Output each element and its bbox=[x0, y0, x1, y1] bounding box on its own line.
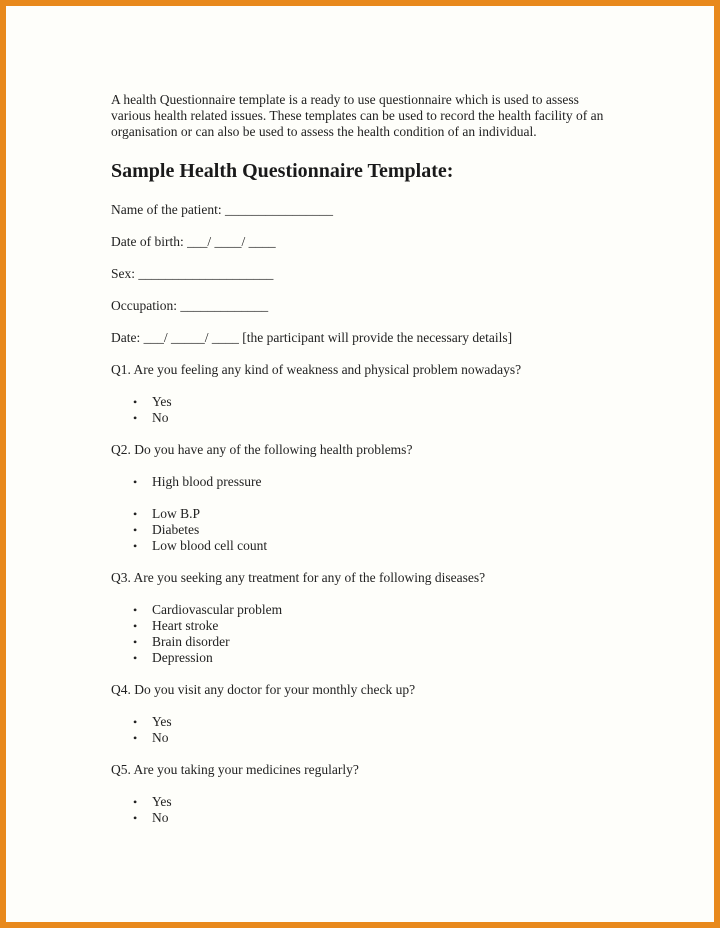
occupation-field: Occupation: _____________ bbox=[111, 298, 269, 313]
option-item bbox=[111, 618, 282, 634]
option-label: Diabetes bbox=[152, 522, 200, 537]
option-item bbox=[111, 394, 172, 410]
intro-paragraph: A health Questionnaire template is a ready to use questionnaire which is used to assess various health related issues. These templates can be used to record the health facility of an organisation or can also be used to assess the health condition of an individual. bbox=[111, 92, 604, 139]
option-label: No bbox=[152, 810, 169, 825]
bullet-icon: • bbox=[133, 795, 138, 809]
option-item bbox=[111, 538, 267, 554]
option-item bbox=[111, 794, 172, 810]
document-content bbox=[111, 92, 611, 825]
option-label: No bbox=[152, 410, 169, 425]
bullet-icon: • bbox=[133, 507, 138, 521]
option-item bbox=[111, 730, 172, 746]
bullet-icon: • bbox=[133, 635, 138, 649]
option-label: Heart stroke bbox=[152, 618, 219, 633]
question-4-options bbox=[111, 714, 172, 746]
option-item bbox=[111, 714, 172, 730]
bullet-icon: • bbox=[133, 603, 138, 617]
bullet-icon: • bbox=[133, 523, 138, 537]
bullet-icon: • bbox=[133, 731, 138, 745]
question-2: Q2. Do you have any of the following health problems? bbox=[111, 442, 413, 457]
date-of-birth-field: Date of birth: ___/ ____/ ____ bbox=[111, 234, 276, 249]
option-item bbox=[111, 522, 267, 538]
option-item bbox=[111, 410, 172, 426]
option-label: Yes bbox=[152, 714, 172, 729]
patient-name-field: Name of the patient: ________________ bbox=[111, 202, 333, 217]
bullet-icon: • bbox=[133, 651, 138, 665]
bullet-icon: • bbox=[133, 619, 138, 633]
bullet-icon: • bbox=[133, 715, 138, 729]
option-label: Brain disorder bbox=[152, 634, 230, 649]
question-3: Q3. Are you seeking any treatment for any of the following diseases? bbox=[111, 570, 486, 585]
document-title: Sample Health Questionnaire Template: bbox=[111, 160, 454, 182]
option-label: Low B.P bbox=[152, 506, 201, 521]
sex-field: Sex: ____________________ bbox=[111, 266, 274, 281]
bullet-icon: • bbox=[133, 475, 138, 489]
document-page bbox=[6, 6, 714, 922]
question-5-options bbox=[111, 794, 172, 826]
option-label: Low blood cell count bbox=[152, 538, 268, 553]
option-item bbox=[111, 634, 282, 650]
question-4: Q4. Do you visit any doctor for your monthly check up? bbox=[111, 682, 416, 697]
option-label: Cardiovascular problem bbox=[152, 602, 283, 617]
option-label: Yes bbox=[152, 394, 172, 409]
date-field: Date: ___/ _____/ ____ [the participant will provide the necessary details] bbox=[111, 330, 513, 345]
bullet-icon: • bbox=[133, 811, 138, 825]
bullet-icon: • bbox=[133, 539, 138, 553]
option-item bbox=[111, 506, 267, 522]
option-label: High blood pressure bbox=[152, 474, 262, 489]
question-5: Q5. Are you taking your medicines regularly? bbox=[111, 762, 359, 777]
option-item bbox=[111, 810, 172, 826]
question-2-options bbox=[111, 474, 267, 554]
option-item bbox=[111, 474, 267, 490]
bullet-icon: • bbox=[133, 395, 138, 409]
option-label: No bbox=[152, 730, 169, 745]
option-label: Yes bbox=[152, 794, 172, 809]
question-1-options bbox=[111, 394, 172, 426]
question-3-options bbox=[111, 602, 282, 666]
option-item bbox=[111, 650, 282, 666]
option-label: Depression bbox=[152, 650, 213, 665]
question-1: Q1. Are you feeling any kind of weakness and physical problem nowadays? bbox=[111, 362, 522, 377]
option-item bbox=[111, 602, 282, 618]
bullet-icon: • bbox=[133, 411, 138, 425]
